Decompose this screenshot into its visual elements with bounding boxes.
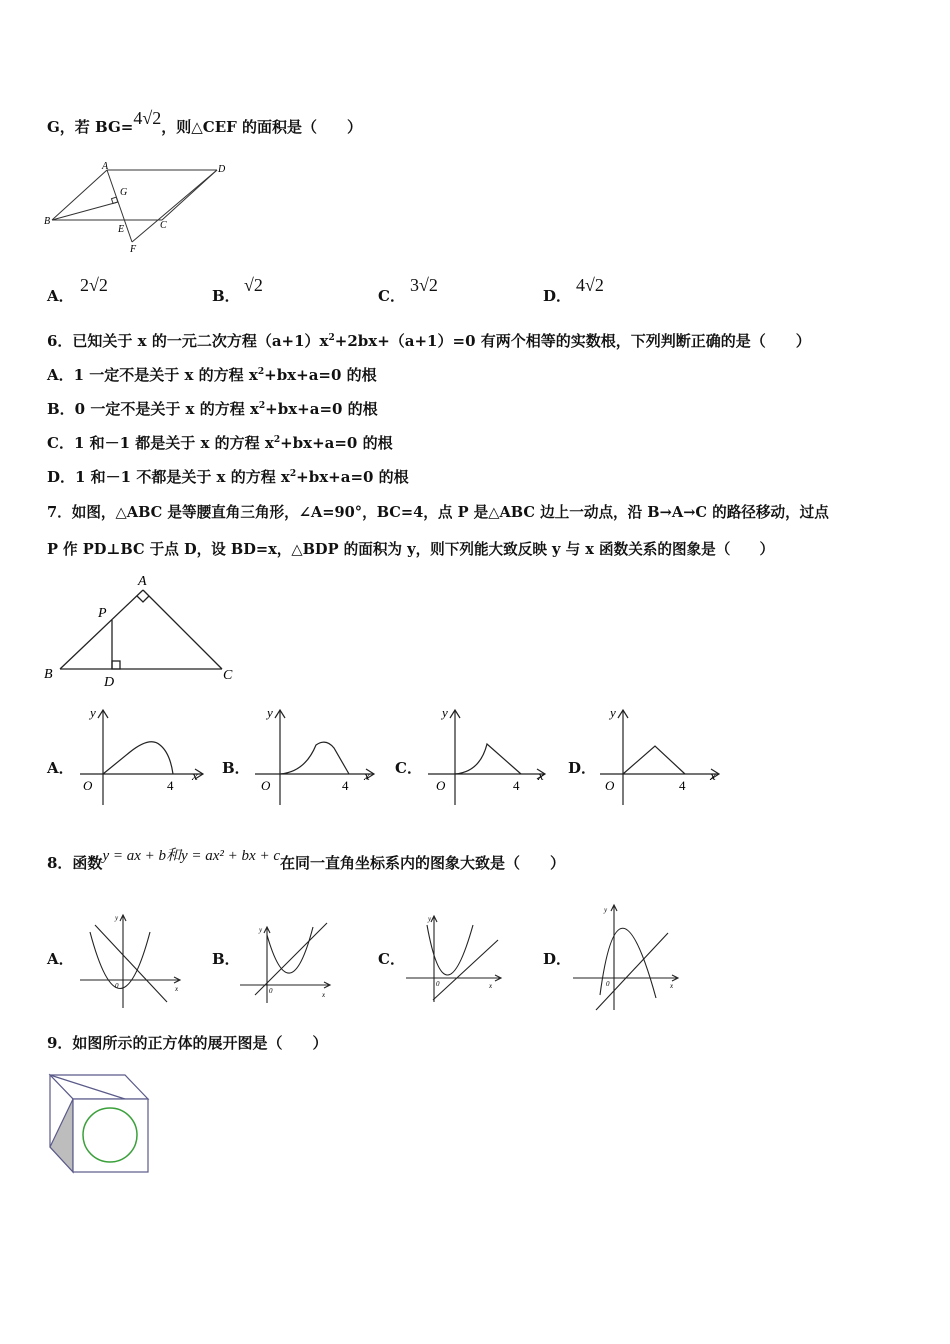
q7-label-c: C [223,668,233,683]
q8-stem: 8．函数y = ax + b和y = ax² + bx + c在同一直角坐标系内的图象大致是（ ） [47,848,566,872]
q7-label-b: B [44,667,53,682]
svg-text:x: x [192,768,198,783]
q6-option-b[interactable]: B．0 一定不是关于 x 的方程 $x^2+bx+a=0$ 的根 [47,400,378,418]
q5-label-a: A [102,161,109,172]
q8-graph-b [235,915,335,1005]
svg-text:x: x [322,991,326,999]
q7-label-a: A [138,574,147,589]
svg-text:y: y [267,705,273,720]
q7-curve-a [103,742,173,774]
q5-option-a-value: 2√2 [80,275,108,295]
q5-right-angle [111,197,117,203]
svg-text:y: y [428,915,432,923]
q6-option-c[interactable]: C．1 和－1 都是关于 x 的方程 $x^2+bx+a=0$ 的根 [47,434,393,452]
svg-text:O: O [261,778,271,793]
q7-line-ac [143,590,222,669]
q7-curve-c [455,744,521,774]
q7-curve-b [280,742,349,774]
q7-curve-d [623,746,685,774]
q7-right-angle-a [137,596,149,602]
q5-label-e: E [118,224,125,235]
q8-graph-a [75,910,185,1010]
svg-text:x: x [489,982,493,990]
q8-graph-d [568,900,683,1015]
q9-stem: 9．如图所示的正方体的展开图是（ ） [47,1034,328,1052]
q8-parabola-b [267,927,313,973]
q8-graph-c [403,910,508,1005]
q5-option-c-value: 3√2 [410,275,438,295]
svg-text:x: x [364,768,370,783]
q7-label-p: P [98,606,107,621]
q7-graph-d [597,700,727,810]
q7-stem-line2: P 作 PD⊥BC 于点 D，设 BD=x，△BDP 的面积为 y，则下列能大致反映 y 与 x 函数关系的图象是（ ） [47,541,775,558]
q6-option-a[interactable]: A．1 一定不是关于 x 的方程 $x^2+bx+a=0$ 的根 [47,366,377,384]
q5-line-df [132,170,217,242]
q7-stem-line1: 7．如图，△ABC 是等腰直角三角形，∠A=90°，BC=4，点 P 是△ABC 边上一动点，沿 B→A→C 的路径移动，过点 [47,504,829,521]
svg-text:O: O [605,778,615,793]
q5-label-c: C [160,220,167,231]
svg-text:4: 4 [513,778,520,793]
svg-text:y: y [442,705,448,720]
q5-label-b: B [44,216,51,227]
q5-label-g: G [120,187,128,198]
svg-text:x: x [175,985,179,993]
svg-text:y: y [610,705,616,720]
q8-formula: y = ax + b和y = ax² + bx + c [102,848,280,864]
q5-stem-suffix: ，则△CEF 的面积是（ ） [161,118,363,136]
q5-option-b-value: √2 [244,275,263,295]
q7-triangle-figure [42,572,242,692]
svg-text:0: 0 [436,980,440,988]
q5-label-f: F [130,244,137,255]
svg-text:4: 4 [342,778,349,793]
svg-text:x: x [710,768,716,783]
q8-line-b [255,923,327,995]
svg-text:y: y [115,914,119,922]
q7-right-angle-d [112,661,120,669]
q5-bg-value: 4√2 [133,108,162,128]
q5-parallelogram-figure [42,160,232,255]
svg-text:x: x [538,768,544,783]
svg-text:0: 0 [115,982,119,990]
svg-text:x: x [670,982,674,990]
svg-text:y: y [604,906,608,914]
q8-line-a [95,925,167,1002]
svg-text:0: 0 [606,980,610,988]
svg-text:O: O [83,778,93,793]
svg-text:4: 4 [679,778,686,793]
q7-label-d: D [104,675,115,690]
q7-graph-c [425,700,555,810]
q8-line-d [596,933,668,1010]
q7-graph-b [250,700,380,810]
q7-graph-a [75,700,205,810]
q6-option-d[interactable]: D．1 和－1 不都是关于 x 的方程 $x^2+bx+a=0$ 的根 [47,468,409,486]
q5-stem-prefix: G，若 BG= [47,118,134,136]
svg-text:4: 4 [167,778,174,793]
q5-label-d: D [218,164,226,175]
svg-text:O: O [436,778,446,793]
q5-stem [47,108,363,137]
svg-text:y: y [90,705,96,720]
svg-text:y: y [259,926,263,934]
svg-text:0: 0 [269,987,273,995]
q9-cube-figure [45,1072,153,1177]
q5-option-d-value: 4√2 [576,275,604,295]
q6-stem: 6．已知关于 x 的一元二次方程$(a+1)x^2+2bx+(a+1)=0$ 有两个相等的实数根，下列判断正确的是（ ） [47,332,811,350]
q7-line-ab [60,590,143,669]
